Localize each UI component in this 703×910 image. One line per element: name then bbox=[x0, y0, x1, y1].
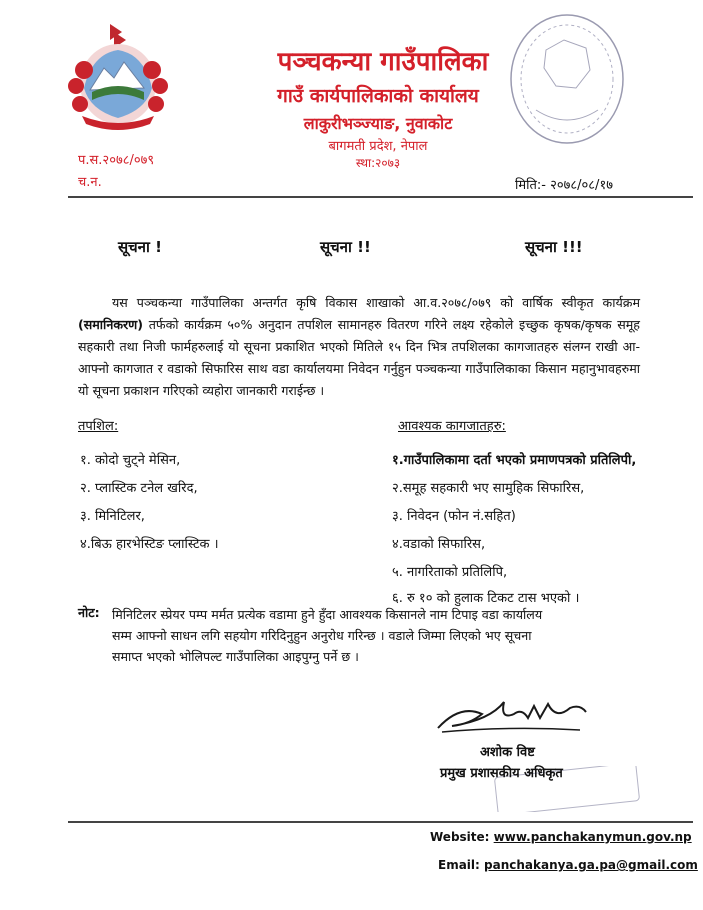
tapsil-heading: तपशिल: bbox=[78, 419, 119, 434]
email-line bbox=[438, 858, 698, 872]
tapsil-item: ४.बिऊ हारभेस्टिङ प्लास्टिक । bbox=[80, 537, 219, 552]
established-line: स्था:२०७३ bbox=[355, 156, 401, 170]
documents-heading: आवश्यक कागजातहरु: bbox=[398, 419, 506, 434]
ps-number: प.स.२०७८/०७९ bbox=[78, 153, 155, 168]
tapsil-item: ३. मिनिटिलर, bbox=[80, 509, 145, 524]
notice-heading-right: सूचना !!! bbox=[525, 238, 583, 256]
email-label: Email: bbox=[438, 858, 480, 872]
office-name: पञ्चकन्या गाउँपालिका bbox=[277, 47, 489, 77]
signatory-title: प्रमुख प्रशासकीय अधिकृत bbox=[440, 766, 563, 781]
note-line: मिनिटिलर स्प्रेयर पम्प मर्मत प्रत्येक वडामा हुने हुँदा आवश्यक किसानले नाम टिपाइ वडा कार्यालय bbox=[112, 607, 543, 622]
notice-paragraph-part2: तर्फको कार्यक्रम ५०% अनुदान तपशिल सामानहरु वितरण गरिने लक्ष्य रहेकोले इच्छुक कृषक/कृषक समूह सहकारी तथा निजी फार्महरुलाई यो सूचना प्रकाशित भएको मितिले १५ दिन भित्र तपशिलका कागजातहरु संलग्न राखी आ-आफ्नो कागजात र वडाको सिफारिस साथ वडा कार्यालयमा निवेदन गर्नुहुन पञ्चकन्या गाउँपालिकाका किसान महानुभावहरुमा यो सूचना प्रकाशन गरिएको व्यहोरा जानकारी गराईन्छ । bbox=[78, 317, 640, 398]
document-item: १.गाउँपालिकामा दर्ता भएको प्रमाणपत्रको प्रतिलिपी, bbox=[392, 453, 637, 468]
cn-number: च.न. bbox=[78, 175, 102, 190]
document-item: ५. नागरिताको प्रतिलिपि, bbox=[392, 565, 508, 580]
note-label: नोट: bbox=[78, 605, 100, 620]
notice-heading-left: सूचना ! bbox=[118, 238, 162, 256]
email-link[interactable]: panchakanya.ga.pa@gmail.com bbox=[484, 858, 698, 872]
notice-heading-mid: सूचना !! bbox=[320, 238, 371, 256]
document-item: ४.वडाको सिफारिस, bbox=[392, 537, 486, 552]
office-address: लाकुरीभञ्ज्याङ, नुवाकोट bbox=[303, 114, 453, 133]
document-item: २.समूह सहकारी भए सामुहिक सिफारिस, bbox=[392, 481, 585, 496]
tapsil-item: २. प्लास्टिक टनेल खरिद, bbox=[80, 481, 198, 496]
office-subtitle: गाउँ कार्यपालिकाको कार्यालय bbox=[277, 85, 479, 107]
website-line bbox=[430, 830, 692, 844]
footer-divider bbox=[68, 821, 693, 823]
document-item: ३. निवेदन (फोन नं.सहित) bbox=[392, 509, 516, 524]
date: मिति:- २०७८/०८/१७ bbox=[515, 178, 613, 193]
header-divider bbox=[68, 196, 693, 198]
province-line: बागमती प्रदेश, नेपाल bbox=[328, 139, 428, 154]
tapsil-item: १. कोदो चुट्ने मेसिन, bbox=[80, 453, 181, 468]
notice-paragraph bbox=[78, 292, 640, 402]
note-line: समाप्त भएको भोलिपल्ट गाउँपालिका आइपुग्नु पर्ने छ । bbox=[112, 649, 359, 664]
signatory-name: अशोक विष्ट bbox=[480, 745, 535, 760]
nepal-emblem-logo bbox=[62, 18, 174, 130]
document-item: ६. रु १० को हुलाक टिकट टास भएको । bbox=[392, 591, 580, 606]
notice-paragraph-bold: (समानिकरण) bbox=[78, 317, 143, 332]
website-label: Website: bbox=[430, 830, 490, 844]
note-line: सम्म आफ्नो साधन लगि सहयोग गरिदिनुहुन अनुरोध गरिन्छ । वडाले जिम्मा लिएको भए सूचना bbox=[112, 628, 532, 643]
notice-paragraph-part1: यस पञ्चकन्या गाउँपालिका अन्तर्गत कृषि विकास शाखाको आ.व.२०७८/०७९ को वार्षिक स्वीकृत कार्यक्रम bbox=[112, 295, 640, 310]
website-link[interactable]: www.panchakanymun.gov.np bbox=[493, 830, 692, 844]
signature-scribble bbox=[430, 690, 590, 736]
